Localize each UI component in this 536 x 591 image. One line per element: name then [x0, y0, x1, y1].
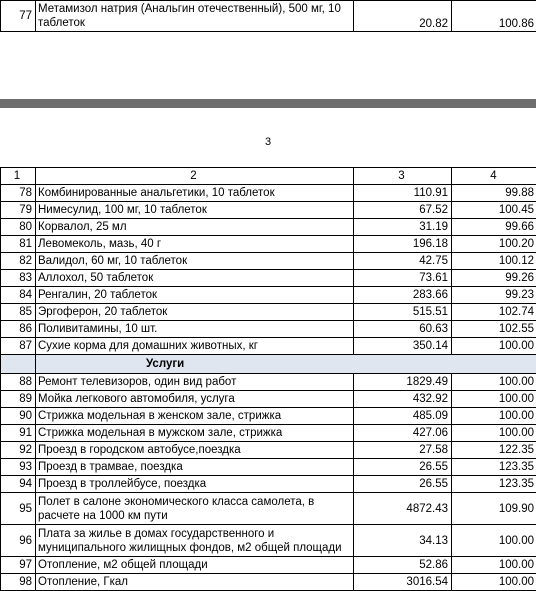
row-col3: 350.14 [354, 338, 452, 355]
row-col3: 73.61 [354, 270, 452, 287]
table-row [1, 425, 536, 442]
row-number: 95 [1, 493, 36, 525]
row-name: Левомеколь, мазь, 40 г [36, 236, 354, 253]
row-name: Отопление, м2 общей площади [36, 557, 354, 574]
row-number: 98 [1, 574, 36, 591]
table-header-row [1, 168, 536, 185]
row-number: 79 [1, 202, 36, 219]
row-name: Полет в салоне экономического класса самолета, в расчете на 1000 км пути [36, 493, 354, 525]
table-row [1, 574, 536, 591]
table-row [1, 459, 536, 476]
row-col3: 427.06 [354, 425, 452, 442]
row-col4: 100.45 [452, 202, 536, 219]
row-number: 89 [1, 391, 36, 408]
row-col3: 4872.43 [354, 493, 452, 525]
row-col4: 109.90 [452, 493, 536, 525]
row-col4: 102.55 [452, 321, 536, 338]
row-col3: 432.92 [354, 391, 452, 408]
row-col3: 60.63 [354, 321, 452, 338]
row-col3: 515.51 [354, 304, 452, 321]
header-cell: 3 [354, 168, 452, 185]
row-number: 90 [1, 408, 36, 425]
row-col4: 102.74 [452, 304, 536, 321]
row-col4: 100.00 [452, 574, 536, 591]
table-row [1, 304, 536, 321]
row-col4: 99.23 [452, 287, 536, 304]
row-name: Комбинированные анальгетики, 10 таблеток [36, 185, 354, 202]
row-name: Сухие корма для домашних животных, кг [36, 338, 354, 355]
row-number: 77 [1, 1, 36, 32]
row-col3: 52.86 [354, 557, 452, 574]
row-number: 78 [1, 185, 36, 202]
table-row [1, 493, 536, 525]
row-col4: 122.35 [452, 442, 536, 459]
row-col4: 123.35 [452, 459, 536, 476]
table-row [1, 374, 536, 391]
price-table [0, 167, 536, 591]
row-name: Валидол, 60 мг, 10 таблеток [36, 253, 354, 270]
table-row [1, 557, 536, 574]
row-number: 87 [1, 338, 36, 355]
row-number: 91 [1, 425, 36, 442]
row-number: 86 [1, 321, 36, 338]
row-col3: 283.66 [354, 287, 452, 304]
row-col3: 196.18 [354, 236, 452, 253]
header-cell: 2 [36, 168, 354, 185]
section-title: Услуги [36, 355, 536, 374]
row-name: Мойка легкового автомобиля, услуга [36, 391, 354, 408]
row-name: Проезд в трамвае, поездка [36, 459, 354, 476]
row-number: 94 [1, 476, 36, 493]
row-col3: 1829.49 [354, 374, 452, 391]
row-name: Нимесулид, 100 мг, 10 таблеток [36, 202, 354, 219]
row-col4: 99.26 [452, 270, 536, 287]
table-row [1, 442, 536, 459]
table-row [1, 476, 536, 493]
row-name: Корвалол, 25 мл [36, 219, 354, 236]
row-col3: 27.58 [354, 442, 452, 459]
row-col4: 99.66 [452, 219, 536, 236]
row-name: Эргоферон, 20 таблеток [36, 304, 354, 321]
row-col4: 100.00 [452, 338, 536, 355]
row-name: Поливитамины, 10 шт. [36, 321, 354, 338]
row-number: 80 [1, 219, 36, 236]
row-name: Метамизол натрия (Анальгин отечественный), 500 мг, 10 таблеток [36, 1, 354, 32]
row-col4: 100.00 [452, 425, 536, 442]
row-col3: 42.75 [354, 253, 452, 270]
row-number: 93 [1, 459, 36, 476]
table-row [1, 202, 536, 219]
row-col3: 20.82 [354, 1, 452, 32]
table-row [1, 287, 536, 304]
row-number: 82 [1, 253, 36, 270]
row-name: Проезд в троллейбусе, поездка [36, 476, 354, 493]
row-number: 96 [1, 525, 36, 557]
row-col4: 100.00 [452, 557, 536, 574]
page-break [0, 99, 536, 108]
table-row [1, 219, 536, 236]
row-col4: 99.88 [452, 185, 536, 202]
row-number: 85 [1, 304, 36, 321]
row-number: 88 [1, 374, 36, 391]
row-col4: 100.00 [452, 525, 536, 557]
row-name: Ренгалин, 20 таблеток [36, 287, 354, 304]
row-col4: 100.00 [452, 374, 536, 391]
row-col3: 110.91 [354, 185, 452, 202]
row-col3: 26.55 [354, 459, 452, 476]
row-col4: 100.86 [452, 1, 536, 32]
row-name: Проезд в городском автобусе,поездка [36, 442, 354, 459]
row-name: Ремонт телевизоров, один вид работ [36, 374, 354, 391]
table-row [1, 338, 536, 355]
page-number: 3 [0, 136, 536, 148]
table-row [1, 321, 536, 338]
row-name: Стрижка модельная в женском зале, стрижка [36, 408, 354, 425]
table-row [1, 270, 536, 287]
table-row [1, 1, 536, 32]
table-row [1, 391, 536, 408]
header-cell: 4 [452, 168, 536, 185]
row-name: Стрижка модельная в мужском зале, стрижка [36, 425, 354, 442]
row-name: Аллохол, 50 таблеток [36, 270, 354, 287]
row-col3: 34.13 [354, 525, 452, 557]
row-col4: 100.00 [452, 391, 536, 408]
continued-table [0, 0, 536, 32]
row-col4: 100.20 [452, 236, 536, 253]
table-row [1, 253, 536, 270]
row-number: 81 [1, 236, 36, 253]
table-row [1, 408, 536, 425]
row-col4: 123.35 [452, 476, 536, 493]
row-col3: 31.19 [354, 219, 452, 236]
row-number: 83 [1, 270, 36, 287]
table-row [1, 525, 536, 557]
row-col4: 100.00 [452, 408, 536, 425]
header-cell: 1 [1, 168, 36, 185]
row-number: 97 [1, 557, 36, 574]
row-col3: 3016.54 [354, 574, 452, 591]
table-row [1, 185, 536, 202]
row-number: 84 [1, 287, 36, 304]
row-name: Отопление, Гкал [36, 574, 354, 591]
row-col4: 100.12 [452, 253, 536, 270]
section-cell-empty [1, 355, 36, 374]
row-col3: 26.55 [354, 476, 452, 493]
row-number: 92 [1, 442, 36, 459]
row-col3: 485.09 [354, 408, 452, 425]
row-col3: 67.52 [354, 202, 452, 219]
table-row [1, 236, 536, 253]
section-row [1, 355, 536, 374]
row-name: Плата за жилье в домах государственного и муниципального жилищных фондов, м2 общей площади [36, 525, 354, 557]
